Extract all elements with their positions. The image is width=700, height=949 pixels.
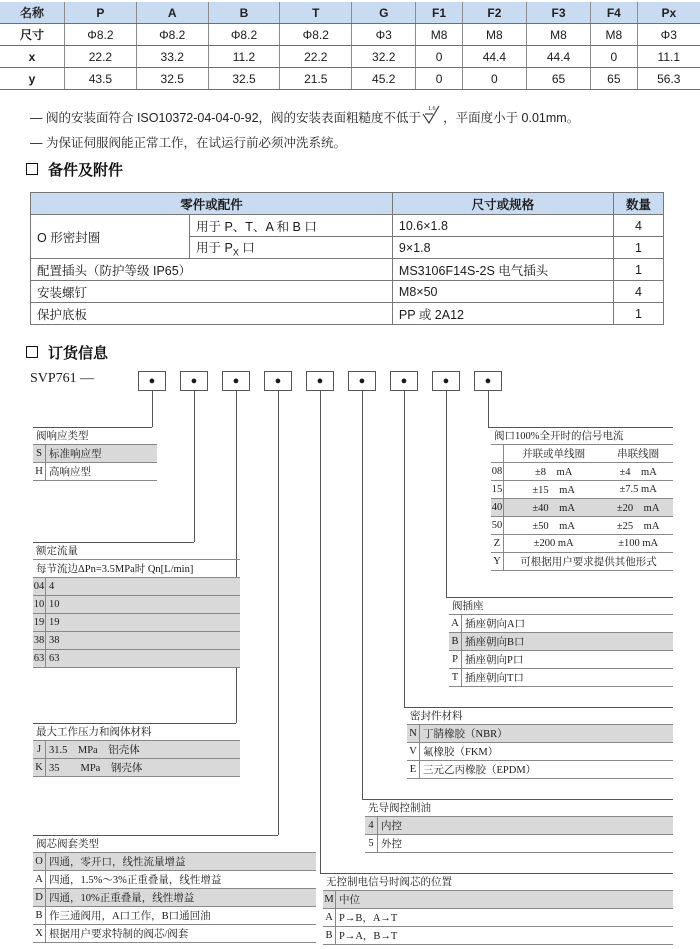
option-box-spool-position	[323, 873, 673, 945]
option-code: O	[33, 853, 46, 871]
option-row[interactable]	[407, 761, 673, 779]
option-row[interactable]	[33, 741, 240, 759]
dimension-cell: 0	[462, 68, 526, 90]
option-desc: 内控	[378, 817, 674, 835]
option-desc: 四通，10%正重叠量，线性增益	[46, 889, 317, 907]
option-code: A	[449, 615, 462, 633]
option-code: T	[449, 669, 462, 687]
ordering-title: 订货信息	[48, 345, 109, 362]
connector-line	[278, 391, 279, 835]
option-row[interactable]	[323, 909, 673, 927]
option-value-parallel: ±40 mA	[504, 499, 604, 517]
option-code: P	[449, 651, 462, 669]
option-desc: 作三通阀用，A口工作，B口通回油	[46, 907, 317, 925]
model-code-slot[interactable]: ●	[348, 371, 376, 391]
option-desc: 31.5 MPa 铝壳体	[46, 741, 241, 759]
pilot-oil-table	[365, 799, 673, 853]
dimension-cell: M8	[462, 24, 526, 46]
dimension-cell: 44.4	[526, 46, 590, 68]
option-row[interactable]	[33, 925, 316, 943]
roughness-value: 1.6	[428, 106, 436, 112]
option-column-spacer	[491, 445, 504, 463]
note-flush-system: — 为保证伺服阀能正常工作，在试运行前必须冲洗系统。	[30, 136, 346, 150]
option-desc: P→A，B→T	[336, 927, 674, 945]
roughness-symbol-icon	[421, 106, 443, 124]
option-box-connector	[449, 597, 673, 687]
accessory-spec: M8×50	[392, 281, 613, 303]
option-desc: 插座朝向B口	[462, 633, 674, 651]
dimension-cell: 22.2	[65, 46, 137, 68]
connector-line	[404, 391, 405, 707]
option-desc: 4	[46, 578, 241, 596]
option-row[interactable]	[407, 743, 673, 761]
accessories-table	[30, 192, 664, 325]
dimension-cell: 0	[591, 46, 638, 68]
dimension-cell: Φ3	[352, 24, 416, 46]
dimension-header-cell: P	[65, 2, 137, 24]
option-box-title: 阀芯阀套类型	[33, 835, 316, 853]
dimension-cell: 32.5	[208, 68, 280, 90]
option-code: J	[33, 741, 46, 759]
dimension-cell: 0	[416, 46, 463, 68]
dimension-cell: 22.2	[280, 46, 352, 68]
option-desc: 根据用户要求特制的阀芯/阀套	[46, 925, 317, 943]
option-box-title: 阀口100%全开时的信号电流	[491, 427, 673, 445]
dimension-header-row	[0, 2, 700, 24]
option-code: B	[323, 927, 336, 945]
option-code: A	[323, 909, 336, 927]
oring-use-px-sub: X	[232, 247, 239, 258]
dimension-header-cell: B	[208, 2, 280, 24]
dimension-cell: 43.5	[65, 68, 137, 90]
dimension-cell: M8	[526, 24, 590, 46]
dimension-cell: Φ8.2	[208, 24, 280, 46]
dimension-header-cell: A	[136, 2, 208, 24]
option-row[interactable]	[33, 889, 316, 907]
oring-use-px	[190, 237, 393, 259]
option-row[interactable]	[323, 927, 673, 945]
option-row[interactable]	[491, 535, 673, 553]
accessory-qty: 1	[613, 259, 663, 281]
spool-type-table	[33, 835, 316, 943]
connector-line	[320, 391, 321, 873]
oring-use-px-prefix: 用于 P	[196, 240, 233, 255]
option-code: B	[33, 907, 46, 925]
connector-line	[362, 391, 363, 799]
dimension-header-cell: Px	[637, 2, 700, 24]
option-desc: 可根据用户要求提供其他形式	[504, 553, 674, 571]
option-box-title: 密封件材料	[407, 707, 673, 725]
option-code: B	[449, 633, 462, 651]
option-box-subtitle: 每节流边ΔPn=3.5MPa时 Qn[L/min]	[33, 560, 240, 578]
option-value-parallel: ±8 mA	[504, 463, 604, 481]
option-code: 38	[33, 632, 46, 650]
accessory-spec: MS3106F14S-2S 电气插头	[392, 259, 613, 281]
max-pressure-table	[33, 723, 240, 777]
option-row[interactable]	[365, 817, 673, 835]
dimension-cell: Φ8.2	[65, 24, 137, 46]
option-code: D	[33, 889, 46, 907]
option-box-title-row	[365, 799, 673, 817]
option-desc: 63	[46, 650, 241, 668]
option-code: 63	[33, 650, 46, 668]
oring-spec: 9×1.8	[392, 237, 613, 259]
option-code: 5	[365, 835, 378, 853]
connector-line	[194, 391, 195, 542]
dimension-header-cell: 名称	[0, 2, 65, 24]
dimension-cell: 0	[416, 68, 463, 90]
option-value-parallel: ±200 mA	[504, 535, 604, 553]
option-box-title: 阀插座	[449, 597, 673, 615]
option-value-parallel: ±15 mA	[504, 481, 604, 499]
option-code: 10	[33, 596, 46, 614]
option-desc: 中位	[336, 891, 674, 909]
accessories-header-spec: 尺寸或规格	[392, 193, 613, 215]
oring-use: 用于 P、T、A 和 B 口	[190, 215, 393, 237]
connector-line	[488, 391, 489, 427]
option-box-subtitle-row	[33, 560, 240, 578]
dimension-cell: 11.1	[637, 46, 700, 68]
option-desc: 三元乙丙橡胶（EPDM）	[420, 761, 674, 779]
option-row[interactable]	[365, 835, 673, 853]
option-desc: 10	[46, 596, 241, 614]
dimension-cell: Φ8.2	[280, 24, 352, 46]
option-desc: 19	[46, 614, 241, 632]
accessories-row	[31, 303, 664, 325]
model-code-slot[interactable]: ●	[432, 371, 460, 391]
dimension-cell: x	[0, 46, 65, 68]
option-row[interactable]	[323, 891, 673, 909]
option-row[interactable]	[33, 578, 240, 596]
accessory-name: 安装螺钉	[31, 281, 393, 303]
option-box-title-row	[33, 723, 240, 741]
option-desc: 插座朝向T口	[462, 669, 674, 687]
option-value-series: ±100 mA	[603, 535, 673, 553]
response-type-table	[33, 427, 157, 481]
option-desc: 丁腈橡胶（NBR）	[420, 725, 674, 743]
dimension-cell: M8	[416, 24, 463, 46]
note-mounting-surface	[30, 108, 579, 126]
option-row[interactable]	[491, 499, 673, 517]
option-box-title: 最大工作压力和阀体材料	[33, 723, 240, 741]
accessories-title: 备件及附件	[48, 162, 124, 179]
oring-spec: 10.6×1.8	[392, 215, 613, 237]
signal-current-table	[491, 427, 673, 571]
dimension-header-cell: F2	[462, 2, 526, 24]
option-row[interactable]	[407, 725, 673, 743]
option-code: X	[33, 925, 46, 943]
accessory-qty: 4	[613, 281, 663, 303]
dimension-cell: 33.2	[136, 46, 208, 68]
option-code: 08	[491, 463, 504, 481]
option-code: 4	[365, 817, 378, 835]
rated-flow-table	[33, 542, 240, 668]
option-box-title-row	[323, 873, 673, 891]
option-desc: 四通，1.5%～3%正重叠量，线性增益	[46, 871, 317, 889]
option-value-series: ±20 mA	[603, 499, 673, 517]
accessory-name: 配置插头（防护等级 IP65）	[31, 259, 393, 281]
model-code-slot[interactable]: ●	[306, 371, 334, 391]
oring-use-px-suffix: 口	[238, 240, 255, 255]
option-column-header: 并联或单线圈	[504, 445, 604, 463]
option-value-parallel: ±50 mA	[504, 517, 604, 535]
ordering-heading	[26, 342, 108, 363]
option-box-title-row	[33, 427, 157, 445]
dimension-cell: 21.5	[280, 68, 352, 90]
option-code: E	[407, 761, 420, 779]
checkbox-square-icon	[26, 163, 38, 175]
option-box-title-row	[33, 835, 316, 853]
option-box-title: 额定流量	[33, 542, 240, 560]
option-box-title: 阀响应类型	[33, 427, 157, 445]
spool-position-table	[323, 873, 673, 945]
dimension-cell: 56.3	[637, 68, 700, 90]
option-row[interactable]	[449, 669, 673, 687]
dimension-cell: Φ3	[637, 24, 700, 46]
accessories-header-row	[31, 193, 664, 215]
option-code: A	[33, 871, 46, 889]
accessories-header-qty: 数量	[613, 193, 663, 215]
option-desc: 四通，零开口，线性流量增益	[46, 853, 317, 871]
dimension-header-cell: G	[352, 2, 416, 24]
option-code: Z	[491, 535, 504, 553]
option-row[interactable]	[491, 463, 673, 481]
oring-qty: 1	[613, 237, 663, 259]
option-row[interactable]	[33, 596, 240, 614]
dimension-cell: 尺寸	[0, 24, 65, 46]
accessories-heading	[26, 159, 123, 180]
option-row[interactable]	[33, 463, 157, 481]
option-code: Y	[491, 553, 504, 571]
dimension-table	[0, 2, 700, 90]
option-code: V	[407, 743, 420, 761]
option-desc: 插座朝向P口	[462, 651, 674, 669]
option-code: 15	[491, 481, 504, 499]
option-code: 40	[491, 499, 504, 517]
option-box-title-row	[33, 542, 240, 560]
option-desc: 35 MPa 钢壳体	[46, 759, 241, 777]
option-box-title: 先导阀控制油	[365, 799, 673, 817]
option-row[interactable]	[449, 651, 673, 669]
option-box-spool-type	[33, 835, 316, 943]
dimension-row	[0, 46, 700, 68]
dimension-row	[0, 24, 700, 46]
option-row[interactable]	[33, 632, 240, 650]
option-box-title-row	[449, 597, 673, 615]
option-desc: 标准响应型	[46, 445, 158, 463]
dimension-header-cell: F4	[591, 2, 638, 24]
option-box-signal-current	[491, 427, 673, 571]
dimension-header-cell: T	[280, 2, 352, 24]
dimension-cell: 11.2	[208, 46, 280, 68]
option-row[interactable]	[491, 481, 673, 499]
option-desc: 高响应型	[46, 463, 158, 481]
option-code: 04	[33, 578, 46, 596]
seal-material-table	[407, 707, 673, 779]
option-row[interactable]	[33, 759, 240, 777]
dimension-cell: 44.4	[462, 46, 526, 68]
option-row[interactable]	[491, 517, 673, 535]
option-value-series: ±25 mA	[603, 517, 673, 535]
option-row[interactable]	[33, 871, 316, 889]
model-code-slot[interactable]: ●	[138, 371, 166, 391]
option-row[interactable]	[449, 615, 673, 633]
option-desc: P→B，A→T	[336, 909, 674, 927]
oring-qty: 4	[613, 215, 663, 237]
option-box-column-row	[491, 445, 673, 463]
option-desc: 氟橡胶（FKM）	[420, 743, 674, 761]
model-code-slot[interactable]: ●	[390, 371, 418, 391]
option-code: M	[323, 891, 336, 909]
option-box-title-row	[491, 427, 673, 445]
option-desc: 插座朝向A口	[462, 615, 674, 633]
model-code-slot[interactable]: ●	[474, 371, 502, 391]
option-row[interactable]	[33, 650, 240, 668]
note-flatness-text: ，平面度小于 0.01mm。	[443, 111, 580, 125]
dimension-cell: 32.5	[136, 68, 208, 90]
option-value-series: ±7.5 mA	[603, 481, 673, 499]
option-desc: 外控	[378, 835, 674, 853]
oring-name: O 形密封圈	[31, 215, 190, 259]
model-code-slot[interactable]: ●	[180, 371, 208, 391]
dimension-cell: 65	[591, 68, 638, 90]
dimension-cell: 32.2	[352, 46, 416, 68]
dimension-header-cell: F1	[416, 2, 463, 24]
option-row[interactable]	[33, 445, 157, 463]
accessories-row	[31, 281, 664, 303]
option-value-series: ±4 mA	[603, 463, 673, 481]
option-code: S	[33, 445, 46, 463]
model-code-slot[interactable]: ●	[222, 371, 250, 391]
option-code: H	[33, 463, 46, 481]
accessories-row	[31, 215, 664, 237]
option-code: 50	[491, 517, 504, 535]
option-column-header: 串联线圈	[603, 445, 673, 463]
option-row[interactable]	[33, 907, 316, 925]
model-code-prefix: SVP761 —	[30, 371, 95, 386]
option-code: 19	[33, 614, 46, 632]
model-code-slot[interactable]: ●	[264, 371, 292, 391]
option-box-title: 无控制电信号时阀芯的位置	[323, 873, 673, 891]
checkbox-square-icon	[26, 346, 38, 358]
option-box-response-type	[33, 427, 157, 481]
dimension-cell: 45.2	[352, 68, 416, 90]
accessory-name: 保护底板	[31, 303, 393, 325]
option-desc: 38	[46, 632, 241, 650]
option-code: K	[33, 759, 46, 777]
accessories-row	[31, 259, 664, 281]
option-box-rated-flow	[33, 542, 240, 668]
connector-table	[449, 597, 673, 687]
accessory-spec: PP 或 2A12	[392, 303, 613, 325]
dimension-header-cell: F3	[526, 2, 590, 24]
option-row[interactable]	[33, 614, 240, 632]
option-box-pilot-oil	[365, 799, 673, 853]
note-mounting-text: — 阀的安装面符合 ISO10372-04-04-0-92，阀的安装表面粗糙度不低于	[30, 111, 422, 125]
dimension-cell: Φ8.2	[136, 24, 208, 46]
accessories-header-part: 零件或配件	[31, 193, 393, 215]
accessory-qty: 1	[613, 303, 663, 325]
option-box-max-pressure	[33, 723, 240, 777]
dimension-cell: y	[0, 68, 65, 90]
option-box-seal-material	[407, 707, 673, 779]
dimension-row	[0, 68, 700, 90]
dimension-cell: M8	[591, 24, 638, 46]
option-box-title-row	[407, 707, 673, 725]
option-row[interactable]	[449, 633, 673, 651]
option-code: N	[407, 725, 420, 743]
option-row[interactable]	[491, 553, 673, 571]
option-row[interactable]	[33, 853, 316, 871]
connector-line	[446, 391, 447, 597]
connector-line	[152, 391, 153, 427]
dimension-cell: 65	[526, 68, 590, 90]
